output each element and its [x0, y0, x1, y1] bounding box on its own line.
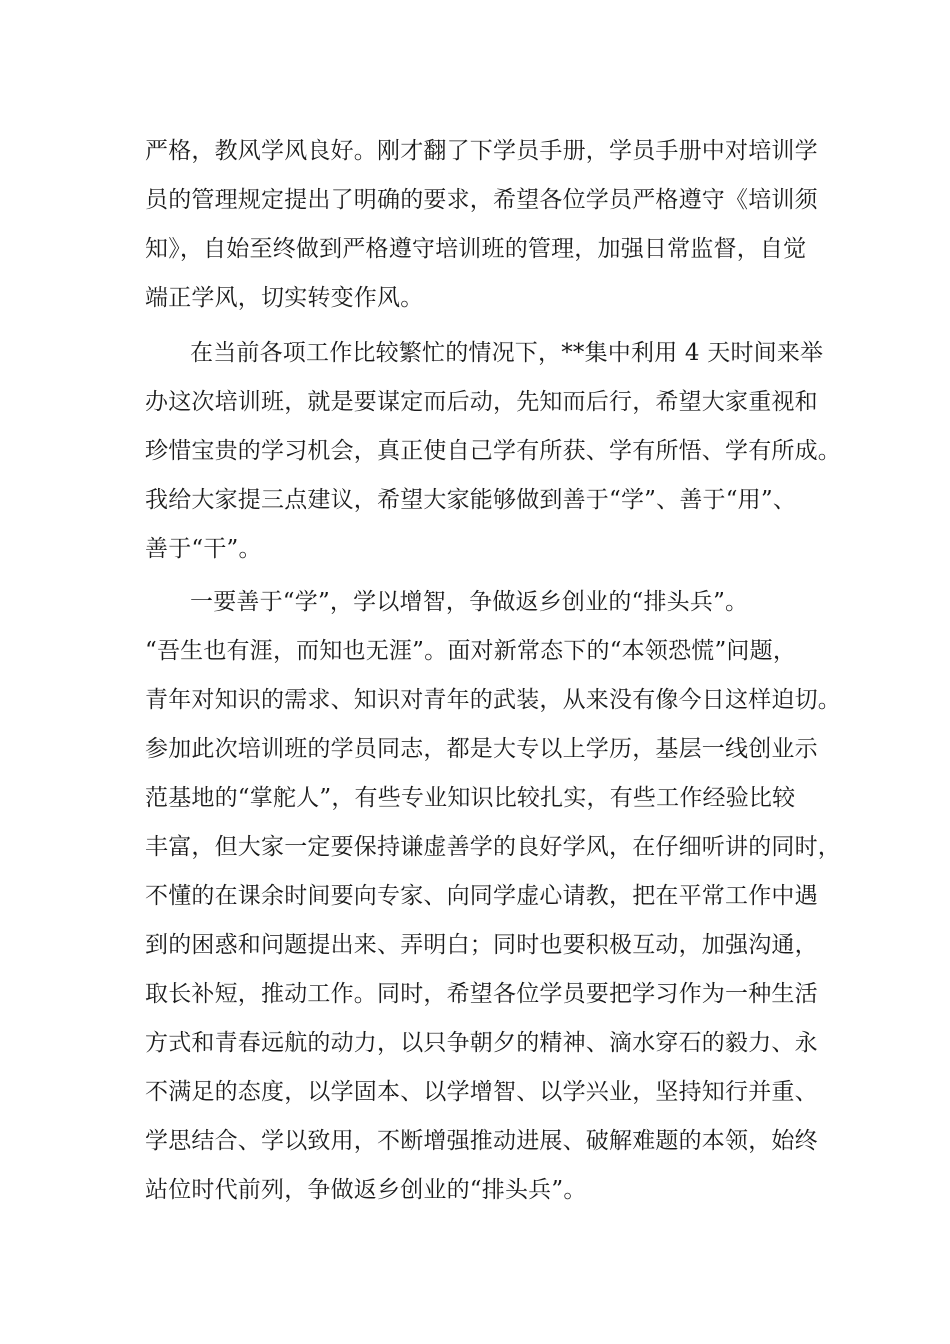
- text-line: 不满足的态度，以学固本、以学增智、以学兴业，坚持知行并重、: [145, 1079, 818, 1105]
- text-line: 知》，自始至终做到严格遵守培训班的管理，加强日常监督，自觉: [145, 236, 807, 262]
- text-line: 严格，教风学风良好。刚才翻了下学员手册，学员手册中对培训学: [145, 138, 818, 164]
- paragraph-first-line: 一要善于“学”，学以增智，争做返乡创业的“排头兵”。: [190, 589, 749, 615]
- text-line: 善于“干”。: [145, 536, 262, 562]
- text-line: 不懂的在课余时间要向专家、向同学虚心请教，把在平常工作中遇: [145, 883, 818, 909]
- text-line: 到的困惑和问题提出来、弄明白；同时也要积极互动，加强沟通，: [145, 932, 818, 958]
- text-line: 珍惜宝贵的学习机会，真正使自己学有所获、学有所悟、学有所成。: [145, 438, 841, 464]
- text-line: 方式和青春远航的动力，以只争朝夕的精神、滴水穿石的毅力、永: [145, 1030, 818, 1056]
- text-line: 我给大家提三点建议，希望大家能够做到善于“学”、善于“用”、: [145, 487, 797, 513]
- paragraph-first-line: 在当前各项工作比较繁忙的情况下，**集中利用 4 天时间来举: [190, 340, 824, 366]
- text-line: 站位时代前列，争做返乡创业的“排头兵”。: [145, 1177, 587, 1203]
- text-line: 员的管理规定提出了明确的要求，希望各位学员严格遵守《培训须: [145, 187, 818, 213]
- text-line: 丰富，但大家一定要保持谦虚善学的良好学风，在仔细听讲的同时，: [145, 834, 841, 860]
- text-line: 取长补短，推动工作。同时，希望各位学员要把学习作为一种生活: [145, 981, 818, 1007]
- text-line: 办这次培训班，就是要谋定而后动，先知而后行，希望大家重视和: [145, 389, 818, 415]
- text-line: 学思结合、学以致用，不断增强推动进展、破解难题的本领，始终: [145, 1128, 818, 1154]
- text-line: 端正学风，切实转变作风。: [145, 285, 424, 311]
- text-line: 青年对知识的需求、知识对青年的武装，从来没有像今日这样迫切。: [145, 687, 841, 713]
- text-line: “吾生也有涯，而知也无涯”。面对新常态下的“本领恐慌”问题，: [145, 638, 797, 664]
- text-line: 范基地的“掌舵人”，有些专业知识比较扎实，有些工作经验比较: [145, 785, 796, 811]
- text-line: 参加此次培训班的学员同志，都是大专以上学历，基层一线创业示: [145, 736, 818, 762]
